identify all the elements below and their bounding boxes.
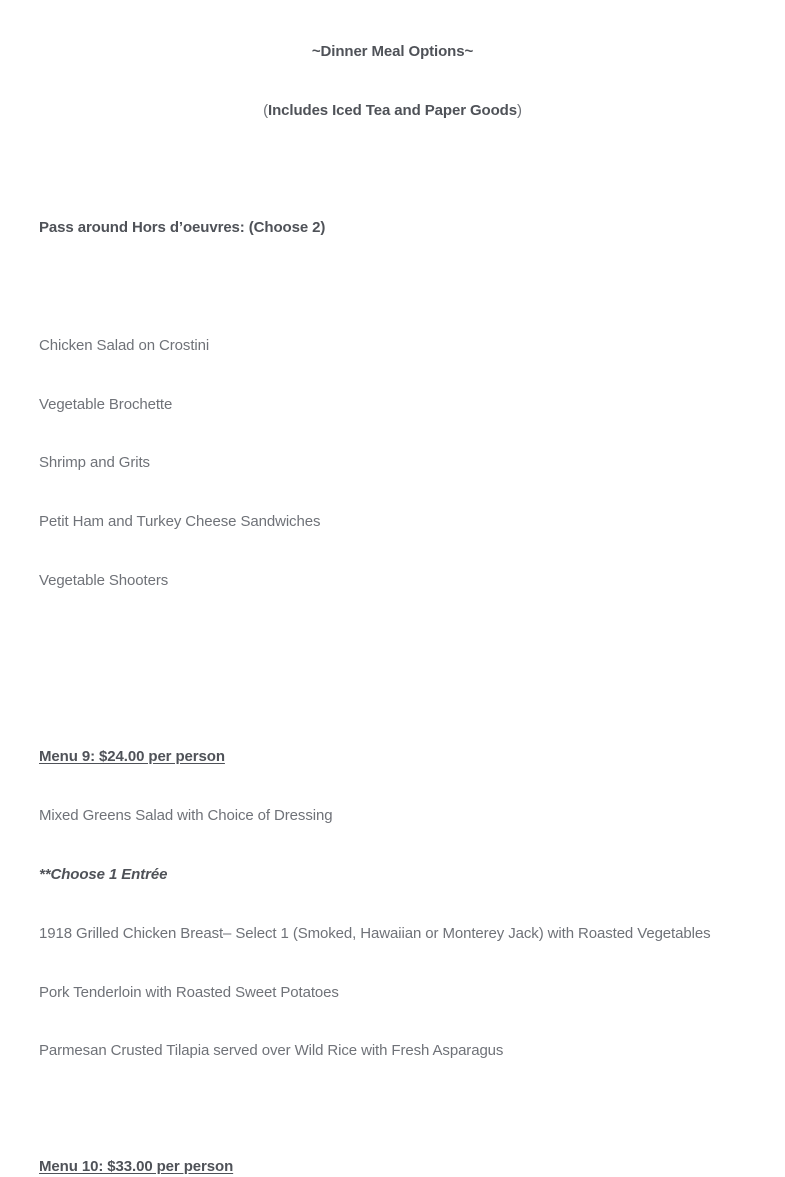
list-item: Vegetable Shooters — [39, 572, 169, 589]
subtitle-open-paren: ( — [263, 102, 268, 119]
menu-9-heading: Menu 9: $24.00 per person — [39, 748, 225, 765]
menu-9-salad: Mixed Greens Salad with Choice of Dressing — [39, 807, 333, 824]
subtitle-text: Includes Iced Tea and Paper Goods — [268, 102, 517, 119]
hors-doeuvres-heading: Pass around Hors d’oeuvres: (Choose 2) — [39, 219, 326, 236]
list-item: Parmesan Crusted Tilapia served over Wild Rice with Fresh Asparagus — [39, 1042, 504, 1059]
page-title: ~Dinner Meal Options~ — [311, 43, 474, 60]
list-item: Petit Ham and Turkey Cheese Sandwiches — [39, 513, 321, 530]
page-subtitle — [0, 101, 785, 121]
list-item: Chicken Salad on Crostini — [39, 337, 210, 354]
menu-10-heading: Menu 10: $33.00 per person — [39, 1158, 234, 1175]
list-item: 1918 Grilled Chicken Breast– Select 1 (Smoked, Hawaiian or Monterey Jack) with Roasted Vegetables — [39, 925, 711, 942]
subtitle-close-paren: ) — [517, 102, 522, 119]
list-item: Shrimp and Grits — [39, 454, 150, 471]
entree-prompt: **Choose 1 Entrée — [39, 866, 168, 883]
list-item: Pork Tenderloin with Roasted Sweet Potatoes — [39, 984, 339, 1001]
list-item: Vegetable Brochette — [39, 396, 173, 413]
